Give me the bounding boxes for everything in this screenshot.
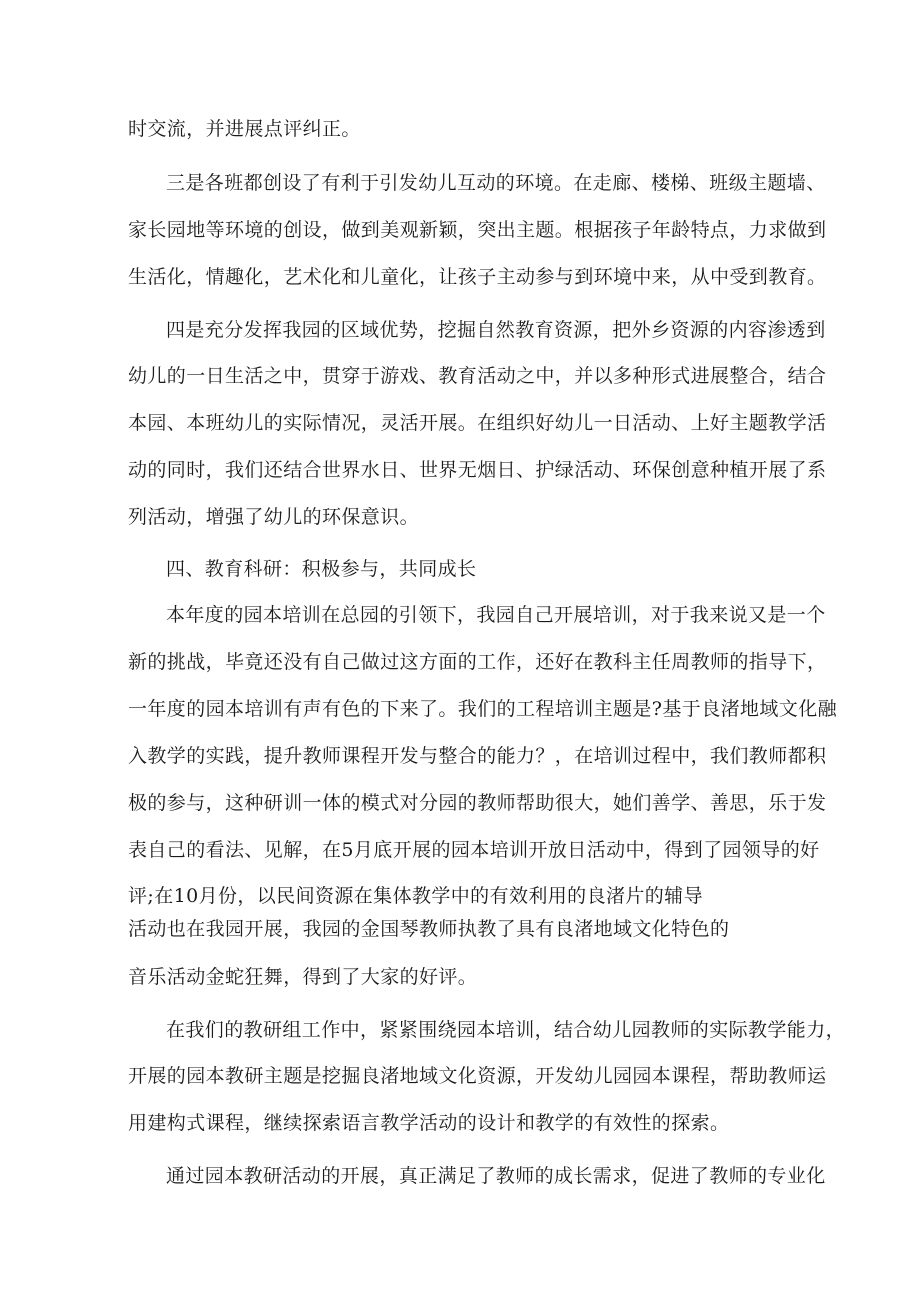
text-line: 本年度的园本培训在总园的引领下，我园自己开展培训，对于我来说又是一个	[166, 604, 826, 626]
text-line: 家长园地等环境的创设，做到美观新颖，突出主题。根据孩子年龄特点，力求做到	[128, 219, 827, 241]
text-line: 时交流，并进展点评纠正。	[128, 118, 361, 140]
text-line: 音乐活动金蛇狂舞，得到了大家的好评。	[128, 966, 478, 988]
text-line: 四是充分发挥我园的区域优势，挖掘自然教育资源，把外乡资源的内容渗透到	[166, 319, 826, 341]
text-line: 入教学的实践，提升教师课程开发与整合的能力？，在培训过程中，我们教师都积	[128, 745, 827, 767]
text-line: 极的参与，这种研训一体的模式对分园的教师帮助很大，她们善学、善思，乐于发	[128, 792, 827, 814]
section-heading: 四、教育科研：积极参与，共同成长	[166, 558, 477, 580]
text-line: 本园、本班幼儿的实际情况，灵活开展。在组织好幼儿一日活动、上好主题教学活	[128, 412, 827, 434]
text-line: 幼儿的一日生活之中，贯穿于游戏、教育活动之中，并以多种形式进展整合，结合	[128, 365, 827, 387]
text-line: 三是各班都创设了有利于引发幼儿互动的环境。在走廊、楼梯、班级主题墙、	[166, 172, 826, 194]
text-line: 新的挑战，毕竟还没有自己做过这方面的工作，还好在教科主任周教师的指导下，	[128, 651, 827, 673]
text-line: 动的同时，我们还结合世界水日、世界无烟日、护绿活动、环保创意种植开展了系	[128, 459, 827, 481]
text-line: 一年度的园本培训有声有色的下来了。我们的工程培训主题是?基于良渚地域文化融	[128, 698, 837, 720]
text-line: 在我们的教研组工作中，紧紧围绕园本培训，结合幼儿园教师的实际教学能力，	[166, 1019, 846, 1041]
text-line: 活动也在我园开展，我园的金国琴教师执教了具有良渚地域文化特色的	[128, 918, 730, 940]
text-line: 列活动，增强了幼儿的环保意识。	[128, 506, 420, 528]
text-line: 表自己的看法、见解，在5月底开展的园本培训开放日活动中，得到了园领导的好	[128, 839, 820, 861]
text-line: 用建构式课程，继续探索语言教学活动的设计和教学的有效性的探索。	[128, 1112, 730, 1134]
text-line: 通过园本教研活动的开展，真正满足了教师的成长需求，促进了教师的专业化	[166, 1165, 826, 1187]
text-line: 评;在10月份，以民间资源在集体教学中的有效利用的良渚片的辅导	[128, 885, 703, 907]
text-line: 开展的园本教研主题是挖掘良渚地域文化资源，开发幼儿园园本课程，帮助教师运	[128, 1065, 827, 1087]
text-line: 生活化，情趣化，艺术化和儿童化，让孩子主动参与到环境中来，从中受到教育。	[128, 266, 827, 288]
